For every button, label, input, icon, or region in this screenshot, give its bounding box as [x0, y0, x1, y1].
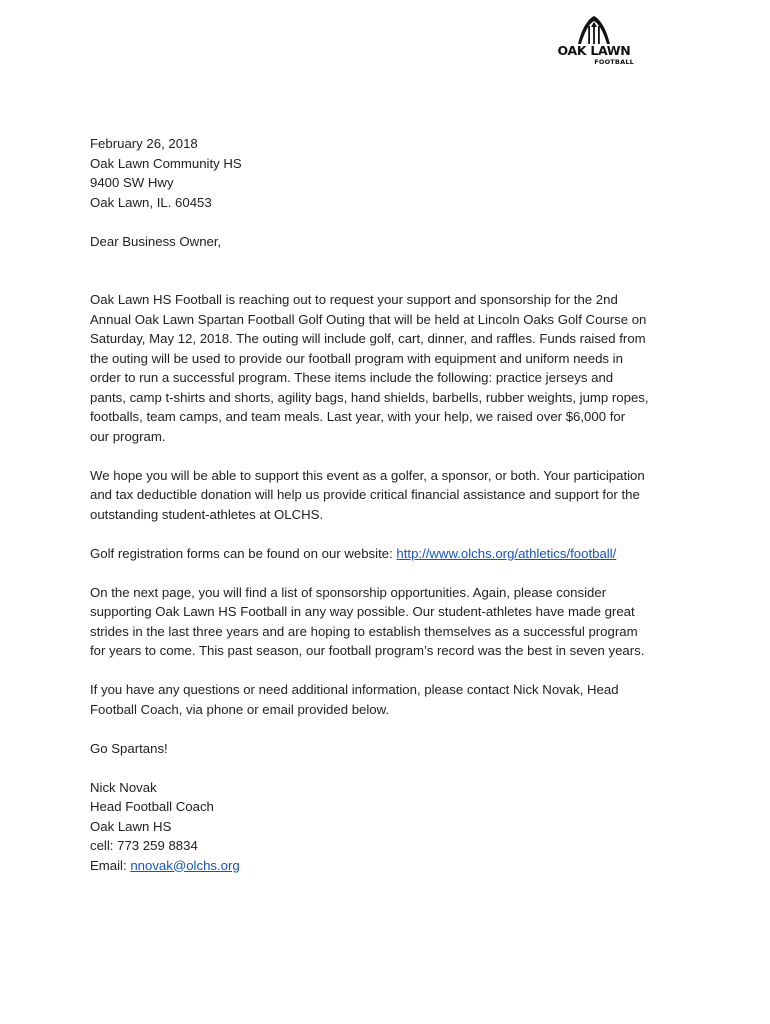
paragraph-line: pants, camp t-shirts and shorts, agility bags, hand shields, barbells, rubber weights, jump ropes,	[90, 389, 649, 405]
letter-date: February 26, 2018	[90, 136, 198, 151]
signature-school: Oak Lawn HS	[90, 818, 172, 834]
paragraph-line: strides in the last three years and are hoping to establish themselves as a successful program	[90, 623, 638, 639]
paragraph-line: We hope you will be able to support this event as a golfer, a sponsor, or both. Your participation	[90, 467, 645, 483]
paragraph-line: the outing will be used to provide our football program with equipment and uniform needs in	[90, 350, 623, 366]
email-link[interactable]: nnovak@olchs.org	[130, 857, 240, 873]
paragraph-sponsorship	[90, 583, 690, 661]
paragraph-line: footballs, team camps, and team meals. Last year, with your help, we raised over $6,000 for	[90, 409, 626, 424]
letter-body	[90, 134, 690, 875]
signature-cell: cell: 773 259 8834	[90, 838, 198, 853]
paragraph-line: our program.	[90, 428, 166, 444]
paragraph-line: for years to come. This past season, our football program’s record was the best in seven years.	[90, 643, 645, 658]
sender-organization: Oak Lawn Community HS	[90, 155, 242, 171]
paragraph-line: Saturday, May 12, 2018. The outing will include golf, cart, dinner, and raffles. Funds raised from	[90, 331, 646, 346]
registration-text: Golf registration forms can be found on our website:	[90, 545, 397, 561]
signature-name: Nick Novak	[90, 779, 157, 795]
paragraph-line: Oak Lawn HS Football is reaching out to request your support and sponsorship for the 2nd	[90, 292, 618, 307]
salutation: Dear Business Owner,	[90, 233, 222, 249]
paragraph-registration	[90, 544, 690, 564]
signature-title: Head Football Coach	[90, 799, 214, 814]
paragraph-line: Annual Oak Lawn Spartan Football Golf Outing that will be held at Lincoln Oaks Golf Course on	[90, 311, 647, 327]
oak-lawn-football-logo	[552, 14, 636, 70]
paragraph-line: and tax deductible donation will help us provide critical financial assistance and support for the	[90, 487, 640, 502]
paragraph-request	[90, 290, 690, 446]
paragraph-line: supporting Oak Lawn HS Football in any way possible. Our student-athletes have made great	[90, 604, 635, 619]
sender-street: 9400 SW Hwy	[90, 175, 174, 190]
closing: Go Spartans!	[90, 740, 168, 756]
paragraph-line: order to run a successful program. These items include the following: practice jerseys and	[90, 370, 614, 385]
paragraph-line: Football Coach, via phone or email provided below.	[90, 701, 390, 717]
paragraph-line: If you have any questions or need additional information, please contact Nick Novak, Head	[90, 682, 619, 697]
paragraph-contact	[90, 680, 690, 719]
paragraph-support	[90, 466, 690, 525]
paragraph-line: outstanding student-athletes at OLCHS.	[90, 506, 324, 522]
email-label: Email:	[90, 857, 131, 873]
logo-title: OAK LAWN	[557, 43, 631, 58]
signature-email	[90, 856, 690, 876]
sender-city: Oak Lawn, IL. 60453	[90, 194, 212, 210]
logo-subtitle: FOOTBALL	[594, 58, 634, 66]
spartan-helmet-icon	[552, 14, 636, 46]
paragraph-line: On the next page, you will find a list of sponsorship opportunities. Again, please consider	[90, 584, 607, 600]
website-link[interactable]: http://www.olchs.org/athletics/football/	[396, 545, 617, 561]
